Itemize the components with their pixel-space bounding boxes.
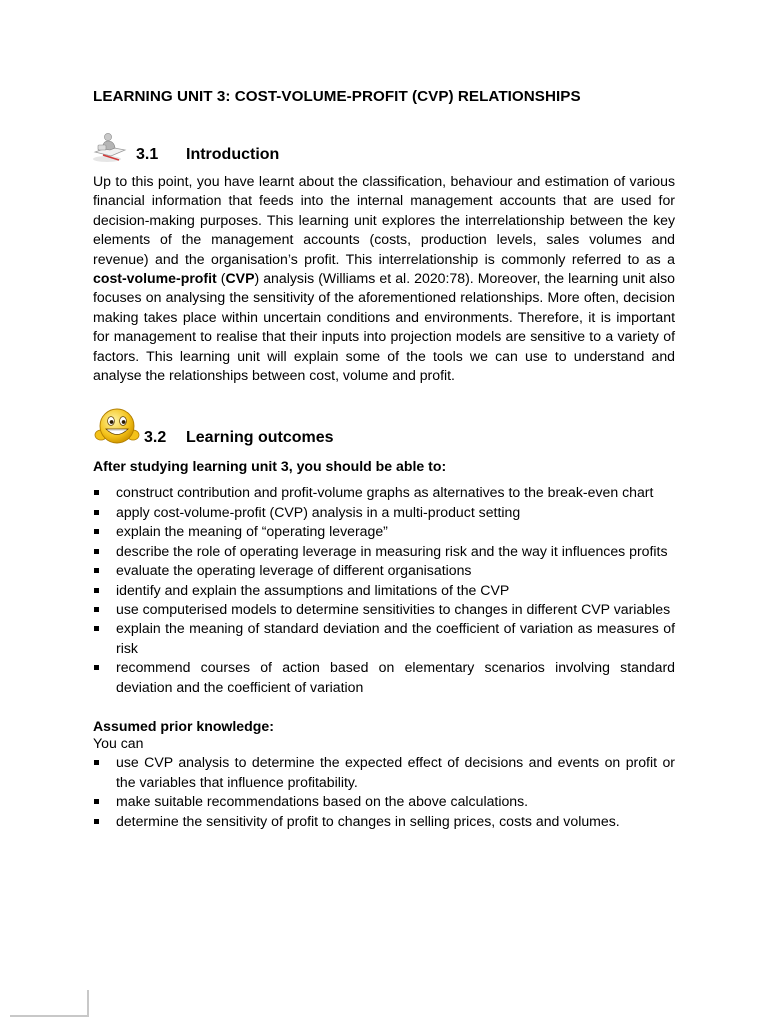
- section-number: 3.1: [136, 146, 159, 163]
- list-item: apply cost-volume-profit (CVP) analysis in a multi-product setting: [93, 503, 675, 522]
- reading-person-icon: [89, 132, 129, 164]
- list-item: evaluate the operating leverage of different organisations: [93, 561, 675, 580]
- learning-outcomes-list: [93, 483, 675, 696]
- section-3-2-heading: [93, 425, 675, 447]
- list-item: use computerised models to determine sensitivities to changes in different CVP variables: [93, 600, 675, 619]
- list-item: identify and explain the assumptions and limitations of the CVP: [93, 581, 675, 600]
- section-3-1-heading: [93, 142, 675, 164]
- term-cvp-abbrev: CVP: [225, 270, 255, 287]
- prior-knowledge-intro: You can: [93, 734, 144, 751]
- list-item: describe the role of operating leverage in measuring risk and the way it influences profits: [93, 542, 675, 561]
- introduction-paragraph: Up to this point, you have learnt about the classification, behaviour and estimation of various financial information that feeds into the internal management accounts that are used for decision-making purposes. This learning unit explores the interrelationship between the key elements of the management accounts (costs, production levels, sales volumes and revenue) and the organisation’s profit. This interrelationship is commonly referred to as a cost-volume-profit (CVP) analysis (Williams et al. 2020:78). Moreover, the learning unit also focuses on analysing the sensitivity of the aforementioned relationships. More often, decision making takes place within uncertain conditions and environments. Therefore, it is important for management to realise that their inputs into projection models are sensitive to a variety of factors. This learning unit will explain some of the tools we can use to understand and analyse the relationships between cost, volume and profit.: [93, 173, 676, 384]
- list-item: explain the meaning of “operating leverage”: [93, 522, 675, 541]
- list-item: use CVP analysis to determine the expected effect of decisions and events on profit or the variables that influence profitability.: [93, 753, 675, 792]
- list-item: recommend courses of action based on elementary scenarios involving standard deviation and the coefficient of variation: [93, 658, 675, 697]
- document-page: [93, 88, 675, 831]
- prior-knowledge-heading: Assumed prior knowledge:: [93, 717, 274, 734]
- term-cvp-full: cost-volume-profit: [93, 270, 217, 287]
- prior-knowledge-list: [93, 753, 675, 831]
- list-item: construct contribution and profit-volume graphs as alternatives to the break-even chart: [93, 483, 675, 502]
- outcomes-lead: After studying learning unit 3, you should be able to:: [93, 458, 447, 475]
- section-title: Introduction: [186, 146, 280, 163]
- list-item: explain the meaning of standard deviation and the coefficient of variation as measures of risk: [93, 619, 675, 658]
- list-item: determine the sensitivity of profit to changes in selling prices, costs and volumes.: [93, 812, 675, 831]
- list-item: make suitable recommendations based on the above calculations.: [93, 792, 675, 811]
- smiley-face-icon: [93, 407, 141, 447]
- page-corner-mark: [10, 990, 89, 1017]
- section-number: 3.2: [144, 429, 167, 447]
- document-title: LEARNING UNIT 3: COST-VOLUME-PROFIT (CVP) RELATIONSHIPS: [93, 88, 581, 105]
- section-title: Learning outcomes: [186, 429, 334, 447]
